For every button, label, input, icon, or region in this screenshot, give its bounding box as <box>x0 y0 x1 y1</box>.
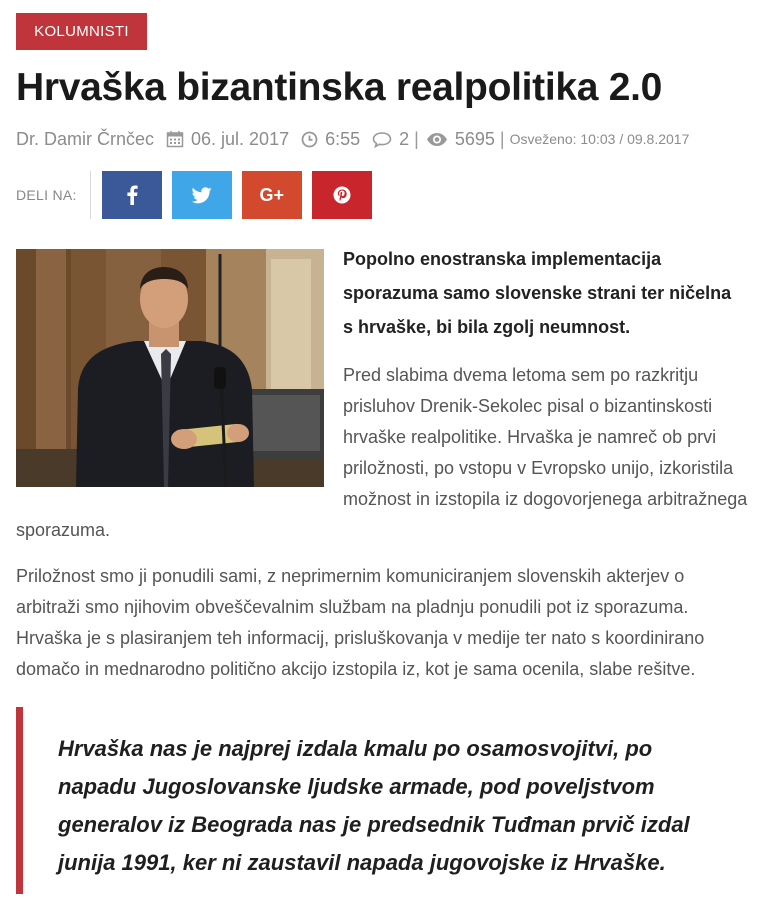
share-label: DELI NA: <box>16 187 77 203</box>
paragraph-line: arbitraži smo njihovim obveščevalnim službam na pladnju ponudili pot iz sporazuma. <box>16 597 689 617</box>
share-pinterest-button[interactable] <box>312 171 372 219</box>
lead-line: s hrvaške, bi bila zgolj neumnost. <box>343 317 631 337</box>
share-google-plus-button[interactable] <box>242 171 302 219</box>
quote-line: Hrvaška nas je najprej izdala kmalu po osamosvojitvi, po <box>58 736 653 761</box>
view-count: 5695 <box>454 128 495 149</box>
body-paragraph-2 <box>16 561 704 685</box>
updated-timestamp: Osveženo: 10:03 / 09.8.2017 <box>509 131 690 147</box>
clock-icon <box>301 131 318 148</box>
article-photo[interactable] <box>16 249 324 487</box>
paragraph-line: Pred slabima dvema letoma sem po razkritju <box>343 365 699 385</box>
share-twitter-button[interactable] <box>172 171 232 219</box>
paragraph-line: prisluhov Drenik-Sekolec pisal o bizantinskosti <box>343 396 713 416</box>
paragraph-line: hrvaške realpolitike. Hrvaška je namreč ob prvi <box>343 427 717 447</box>
comment-icon[interactable] <box>372 131 392 148</box>
share-facebook-button[interactable] <box>102 171 162 219</box>
publish-time: 6:55 <box>325 128 361 149</box>
article-title: Hrvaška bizantinska realpolitika 2.0 <box>16 66 663 109</box>
body-paragraph-1 <box>343 360 747 515</box>
quote-line: generalov iz Beograda nas je predsednik Tuđman prvič izdal <box>58 812 690 837</box>
share-bar <box>16 171 382 219</box>
share-divider <box>90 171 91 219</box>
paragraph-line: Priložnost smo ji ponudili sami, z neprimernim komuniciranjem slovenskih akterjev o <box>16 566 685 586</box>
pinterest-icon <box>333 186 351 204</box>
paragraph-line: domačo in mednarodno politično akcijo izstopila iz, kot je sama ocenila, slabe rešitve. <box>16 659 696 679</box>
article-lead <box>343 242 781 344</box>
article-meta <box>16 127 689 151</box>
lead-line: Popolno enostranska implementacija <box>343 249 662 269</box>
calendar-icon <box>166 130 184 148</box>
meta-separator: | <box>499 128 505 149</box>
publish-date: 06. jul. 2017 <box>191 128 290 149</box>
google-plus-icon: G+ <box>259 184 285 205</box>
category-badge[interactable]: KOLUMNISTI <box>16 13 147 50</box>
twitter-icon <box>192 187 212 204</box>
paragraph-line: Hrvaška je s plasiranjem teh informacij, prisluškovanja v medije ter nato s koordinirano <box>16 628 705 648</box>
author-name[interactable]: Dr. Damir Črnčec <box>16 128 155 149</box>
paragraph-line: možnost in izstopila iz dogovorjenega arbitražnega <box>343 489 748 509</box>
paragraph-line: sporazuma. <box>16 520 111 540</box>
quote-line: napadu Jugoslovanske ljudske armade, pod poveljstvom <box>58 774 655 799</box>
comment-count[interactable]: 2 <box>399 128 410 149</box>
lead-line: sporazuma samo slovenske strani ter ničelna <box>343 283 732 303</box>
facebook-icon <box>126 185 138 205</box>
quote-line: junija 1991, ker ni zaustavil napada jugovojske iz Hrvaške. <box>58 850 666 875</box>
paragraph-line: priložnosti, po vstopu v Evropsko unijo, izkoristila <box>343 458 734 478</box>
blockquote-bar <box>16 707 23 894</box>
meta-separator: | <box>414 128 419 149</box>
eye-icon <box>426 132 448 147</box>
blockquote <box>58 730 690 882</box>
